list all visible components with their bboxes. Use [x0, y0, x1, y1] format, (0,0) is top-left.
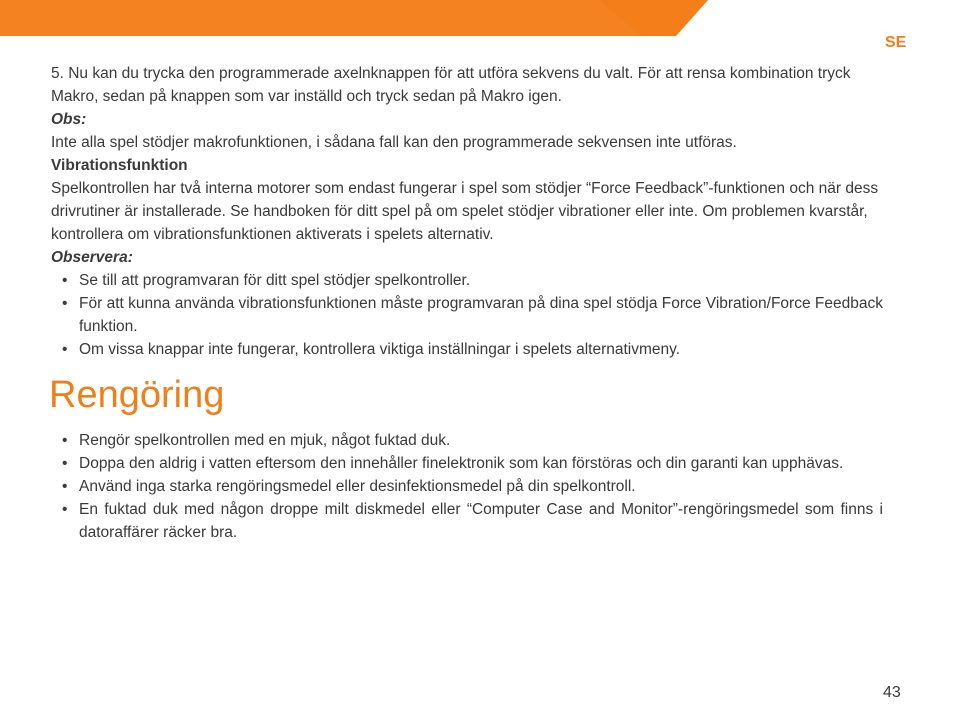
cleaning-list: [51, 429, 883, 544]
observera-label: Observera:: [51, 249, 133, 266]
list-item: • För att kunna använda vibrationsfunktionen måste programvaran på dina spel stödja Force Vibration/Force Feedback funktion.: [51, 292, 883, 338]
vibration-body: Spelkontrollen har två interna motorer som endast fungerar i spel som stödjer “Force Feedback”-funktionen och när dess drivrutiner är installerade. Se handboken för ditt spel på om spelet stödjer vibrationer eller inte. Om problemen kvarstår, kontrollera om vibrationsfunktionen aktiverats i spelets alternativ.: [51, 180, 879, 243]
list-item: • En fuktad duk med någon droppe milt diskmedel eller “Computer Case and Monitor”-rengöringsmedel som finns i datoraffärer räcker bra.: [51, 498, 883, 544]
list-item: • Doppa den aldrig i vatten eftersom den innehåller finelektronik som kan förstöras och din garanti kan upphävas.: [51, 452, 883, 475]
list-item: • Se till att programvaran för ditt spel stödjer spelkontroller.: [51, 269, 883, 292]
list-item: • Om vissa knappar inte fungerar, kontrollera viktiga inställningar i spelets alternativmeny.: [51, 338, 883, 361]
page-number: 43: [883, 684, 901, 701]
orange-header-bar: [0, 0, 954, 36]
observera-list: [51, 269, 883, 361]
obs-text: Inte alla spel stödjer makrofunktionen, i sådana fall kan den programmerade sekvensen inte utföras.: [51, 134, 737, 151]
vibration-heading: Vibrationsfunktion: [51, 157, 188, 174]
step-5-text: 5. Nu kan du trycka den programmerade axelnknappen för att utföra sekvens du valt. För att rensa kombination tryck Makro, sedan på knappen som var inställd och tryck sedan på Makro igen.: [51, 65, 851, 105]
obs-label: Obs:: [51, 111, 87, 128]
list-item: • Rengör spelkontrollen med en mjuk, något fuktad duk.: [51, 429, 883, 452]
list-item: • Använd inga starka rengöringsmedel eller desinfektionsmedel på din spelkontroll.: [51, 475, 883, 498]
page-content: [51, 62, 883, 544]
section-title-cleaning: Rengöring: [49, 374, 225, 416]
language-tag: SE: [885, 34, 907, 51]
